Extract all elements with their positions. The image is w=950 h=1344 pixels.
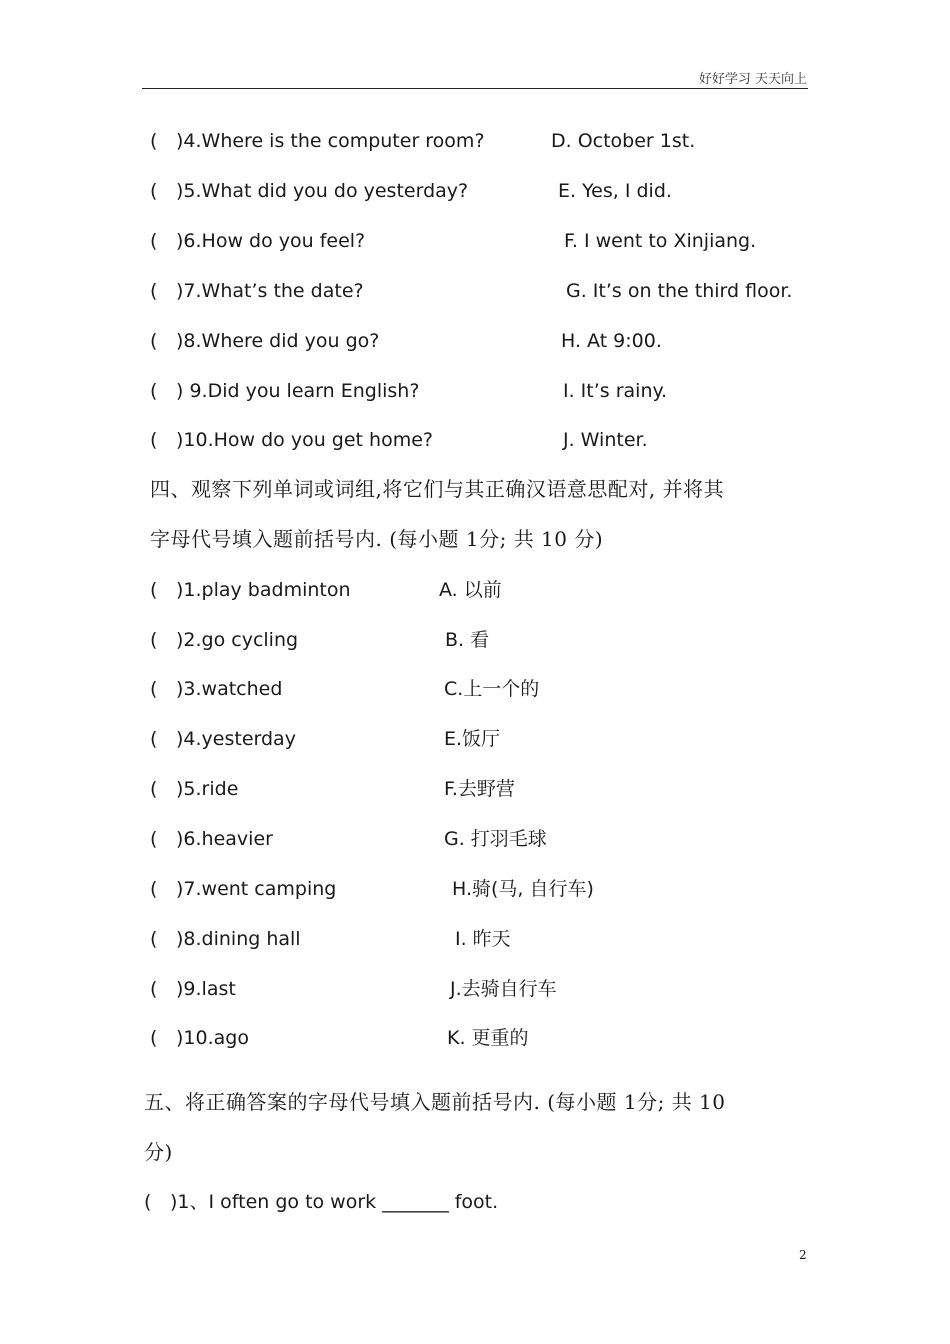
answer-paren: (	[150, 978, 158, 1000]
question-text: )8.Where did you go?	[176, 330, 380, 352]
word-text: )6.heavier	[176, 828, 273, 850]
word-text: )9.last	[176, 978, 236, 1000]
answer-option: D. October 1st.	[551, 130, 696, 152]
answer-paren: (	[150, 330, 158, 352]
meaning-option: H.骑(马, 自行车)	[452, 878, 594, 900]
answer-paren: (	[144, 1191, 152, 1213]
answer-paren: (	[150, 629, 158, 651]
word-text: )4.yesterday	[176, 728, 296, 750]
word-text: )7.went camping	[176, 878, 337, 900]
answer-paren: (	[150, 878, 158, 900]
answer-paren: (	[150, 678, 158, 700]
answer-paren: (	[150, 928, 158, 950]
meaning-option: E.饭厅	[444, 728, 501, 750]
question-text: )10.How do you get home?	[176, 429, 433, 451]
word-text: )5.ride	[176, 778, 239, 800]
answer-paren: (	[150, 130, 158, 152]
answer-paren: (	[150, 828, 158, 850]
section-title: 四、观察下列单词或词组,将它们与其正确汉语意思配对, 并将其	[150, 477, 725, 501]
answer-option: G. It’s on the third floor.	[566, 280, 793, 302]
answer-paren: (	[150, 429, 158, 451]
page-number: 2	[799, 1248, 807, 1262]
question-text: ) 9.Did you learn English?	[176, 380, 420, 402]
word-text: )1.play badminton	[176, 579, 351, 601]
answer-option: J. Winter.	[563, 429, 648, 451]
question-text: )4.Where is the computer room?	[176, 130, 485, 152]
meaning-option: B. 看	[445, 629, 490, 651]
question-text: )7.What’s the date?	[176, 280, 364, 302]
word-text: )3.watched	[176, 678, 283, 700]
section-title: 五、将正确答案的字母代号填入题前括号内. (每小题 1分; 共 10	[144, 1090, 726, 1114]
meaning-option: J.去骑自行车	[450, 978, 557, 1000]
header-motto: 好好学习 天天向上	[698, 72, 807, 87]
header-divider	[142, 88, 808, 89]
meaning-option: C.上一个的	[444, 678, 540, 700]
meaning-option: K. 更重的	[447, 1027, 529, 1049]
answer-paren: (	[150, 280, 158, 302]
meaning-option: I. 昨天	[455, 928, 511, 950]
answer-paren: (	[150, 380, 158, 402]
answer-option: F. I went to Xinjiang.	[564, 230, 757, 252]
answer-paren: (	[150, 579, 158, 601]
question-text: )6.How do you feel?	[176, 230, 366, 252]
meaning-option: F.去野营	[444, 778, 515, 800]
question-text: )5.What did you do yesterday?	[176, 180, 469, 202]
section-title-continued: 字母代号填入题前括号内. (每小题 1分; 共 10 分)	[150, 527, 604, 551]
answer-paren: (	[150, 180, 158, 202]
meaning-option: A. 以前	[439, 579, 502, 601]
answer-option: H. At 9:00.	[561, 330, 662, 352]
word-text: )10.ago	[176, 1027, 249, 1049]
meaning-option: G. 打羽毛球	[444, 828, 547, 850]
answer-paren: (	[150, 1027, 158, 1049]
answer-paren: (	[150, 230, 158, 252]
answer-paren: (	[150, 778, 158, 800]
answer-option: I. It’s rainy.	[563, 380, 668, 402]
answer-option: E. Yes, I did.	[558, 180, 672, 202]
word-text: )8.dining hall	[176, 928, 301, 950]
word-text: )2.go cycling	[176, 629, 299, 651]
question-text: )1、I often go to work _______ foot.	[170, 1191, 499, 1213]
answer-paren: (	[150, 728, 158, 750]
section-title-continued: 分)	[144, 1140, 173, 1164]
